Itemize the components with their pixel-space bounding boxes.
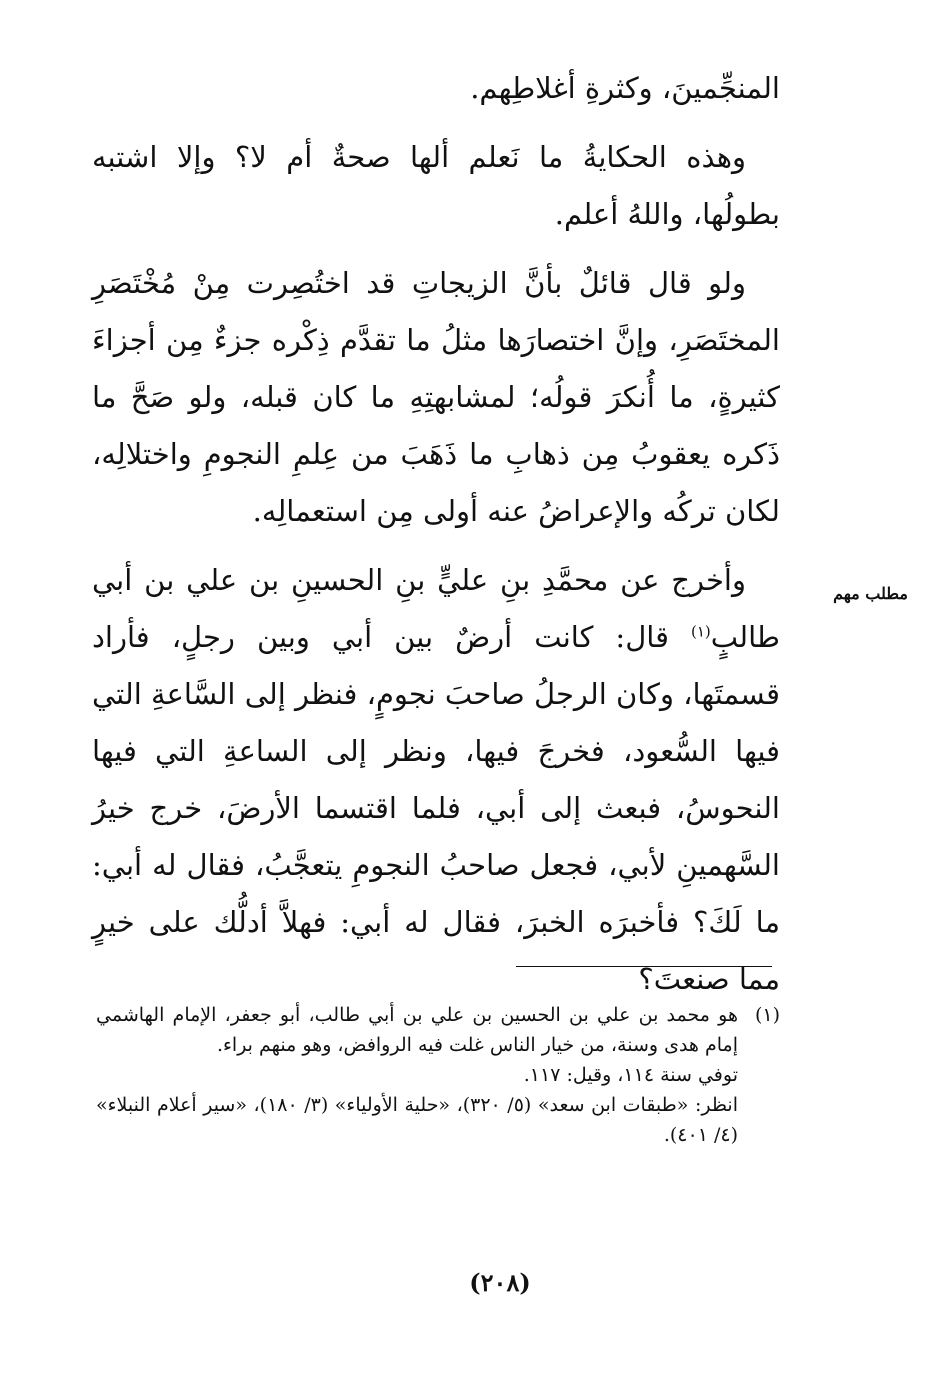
paragraph-3: ولو قال قائلٌ بأنَّ الزيجاتِ قد اختُصِرت مِنْ مُخْتَصَرِ المختَصَرِ، وإنَّ اختصارَها مثلُ ما تقدَّم ذِكْره جزءٌ مِن أجزاءَ كثيرةٍ، ما أُنكرَ قولُه؛ لمشابهتِهِ ما كان قبله، ولو صَحَّ ما ذَكره يعقوبُ مِن ذهابِ ما ذَهَبَ من عِلمِ النجومِ واختلالِه، لكان تركُه والإعراضُ عنه أولى مِن استعمالِه.	[92, 266, 780, 528]
footnote-1	[96, 1000, 780, 1150]
margin-note: مطلب مهم	[833, 584, 908, 603]
footnote-line-3: انظر: «طبقات ابن سعد» (٥/ ٣٢٠)، «حلية الأولياء» (٣/ ١٨٠)، «سير أعلام النبلاء» (٤/ ٤٠١).	[96, 1094, 738, 1146]
main-text	[92, 60, 780, 1020]
paragraph-2: وهذه الحكايةُ ما نَعلم ألها صحةٌ أم لا؟ وإلا اشتبه بطولُها، واللهُ أعلم.	[92, 140, 780, 231]
footnote-line-1: هو محمد بن علي بن الحسين بن علي بن أبي طالب، أبو جعفر، الإمام الهاشمي إمام هدى وسنة، من خيار الناس غلت فيه الروافض، وهو منهم براء.	[96, 1004, 738, 1056]
footnote-number: (١)	[754, 1004, 780, 1026]
footnote-separator	[516, 966, 772, 967]
paragraph-4-part-1: وأخرج عن محمَّدِ بنِ عليٍّ بنِ الحسينِ بن علي بن أبي طالبٍ	[92, 563, 780, 654]
paragraph-4	[92, 552, 780, 1008]
footnote-line-2: توفي سنة ١١٤، وقيل: ١١٧.	[523, 1064, 738, 1086]
paragraph-1: المنجِّمينَ، وكثرةِ أغلاطِهم.	[470, 71, 780, 105]
page-number: (٢٠٨)	[469, 1268, 531, 1297]
footnote-text	[96, 1000, 738, 1150]
footnote-reference: (١)	[690, 622, 711, 641]
paragraph-4-part-2: قال: كانت أرضٌ بين أبي وبين رجلٍ، فأراد قسمتَها، وكان الرجلُ صاحبَ نجومٍ، فنظر إلى السَّاعةِ التي فيها السُّعود، فخرجَ فيها، ونظر إلى الساعةِ التي فيها النحوسُ، فبعث إلى أبي، فلما اقتسما الأرضَ، خرج خيرُ السَّهمينِ لأبي، فجعل صاحبُ النجومِ يتعجَّبُ، فقال له أبي: ما لَكَ؟ فأخبرَه الخبرَ، فقال له أبي: فهلاَّ أدلُّك على خيرٍ مما صنعتَ؟	[92, 620, 780, 996]
footnotes	[96, 1000, 780, 1150]
